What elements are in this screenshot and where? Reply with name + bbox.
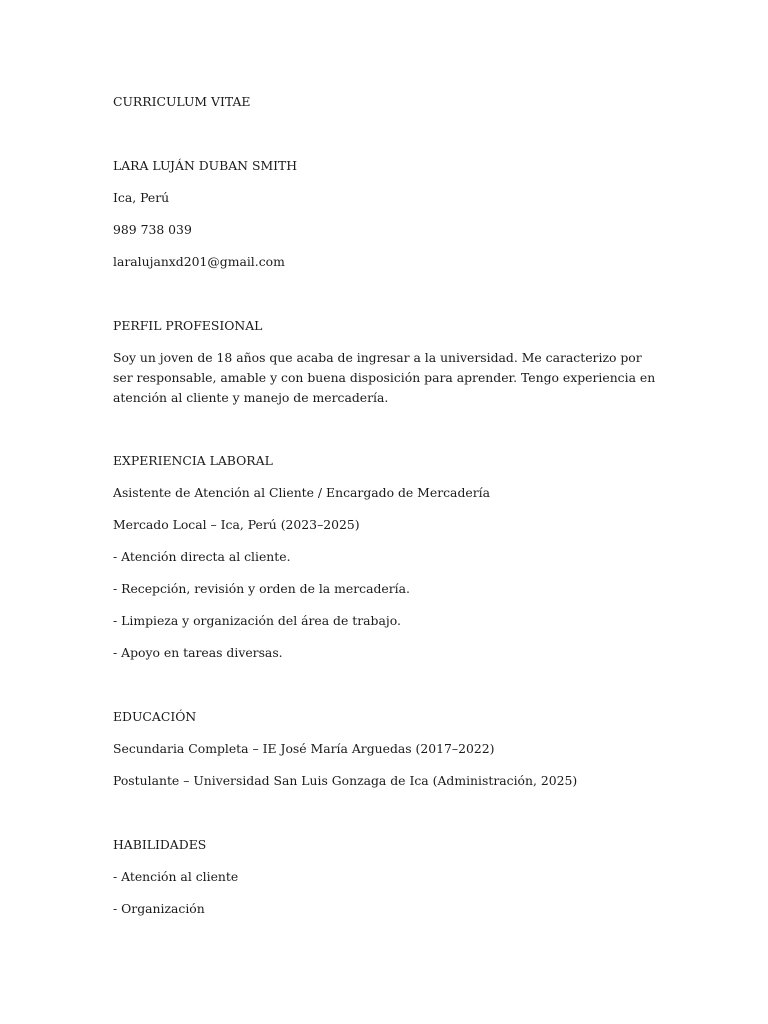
document-title: CURRICULUM VITAE bbox=[113, 94, 251, 109]
profile-text: Soy un joven de 18 años que acaba de ingresar a la universidad. Me caracterizo por ser responsable, amable y con buena disposición para aprender. Tengo experiencia en atención al cliente y manejo de mercadería. bbox=[113, 350, 656, 405]
contact-email: laralujanxd201@gmail.com bbox=[113, 254, 285, 269]
skills-item: - Organización bbox=[113, 901, 205, 916]
skills-item: - Atención al cliente bbox=[113, 869, 239, 884]
education-item: Secundaria Completa – IE José María Arguedas (2017–2022) bbox=[113, 741, 495, 756]
experience-role: Asistente de Atención al Cliente / Encargado de Mercadería bbox=[113, 485, 490, 500]
education-heading: EDUCACIÓN bbox=[113, 709, 197, 724]
experience-task: - Apoyo en tareas diversas. bbox=[113, 645, 283, 660]
skills-heading: HABILIDADES bbox=[113, 837, 207, 852]
contact-location: Ica, Perú bbox=[113, 190, 170, 205]
education-item: Postulante – Universidad San Luis Gonzaga de Ica (Administración, 2025) bbox=[113, 773, 578, 788]
profile-heading: PERFIL PROFESIONAL bbox=[113, 318, 263, 333]
contact-name: LARA LUJÁN DUBAN SMITH bbox=[113, 158, 298, 173]
experience-task: - Atención directa al cliente. bbox=[113, 549, 291, 564]
experience-place: Mercado Local – Ica, Perú (2023–2025) bbox=[113, 517, 360, 532]
contact-phone: 989 738 039 bbox=[113, 222, 192, 237]
experience-task: - Limpieza y organización del área de trabajo. bbox=[113, 613, 401, 628]
experience-heading: EXPERIENCIA LABORAL bbox=[113, 453, 273, 468]
experience-task: - Recepción, revisión y orden de la mercadería. bbox=[113, 581, 410, 596]
